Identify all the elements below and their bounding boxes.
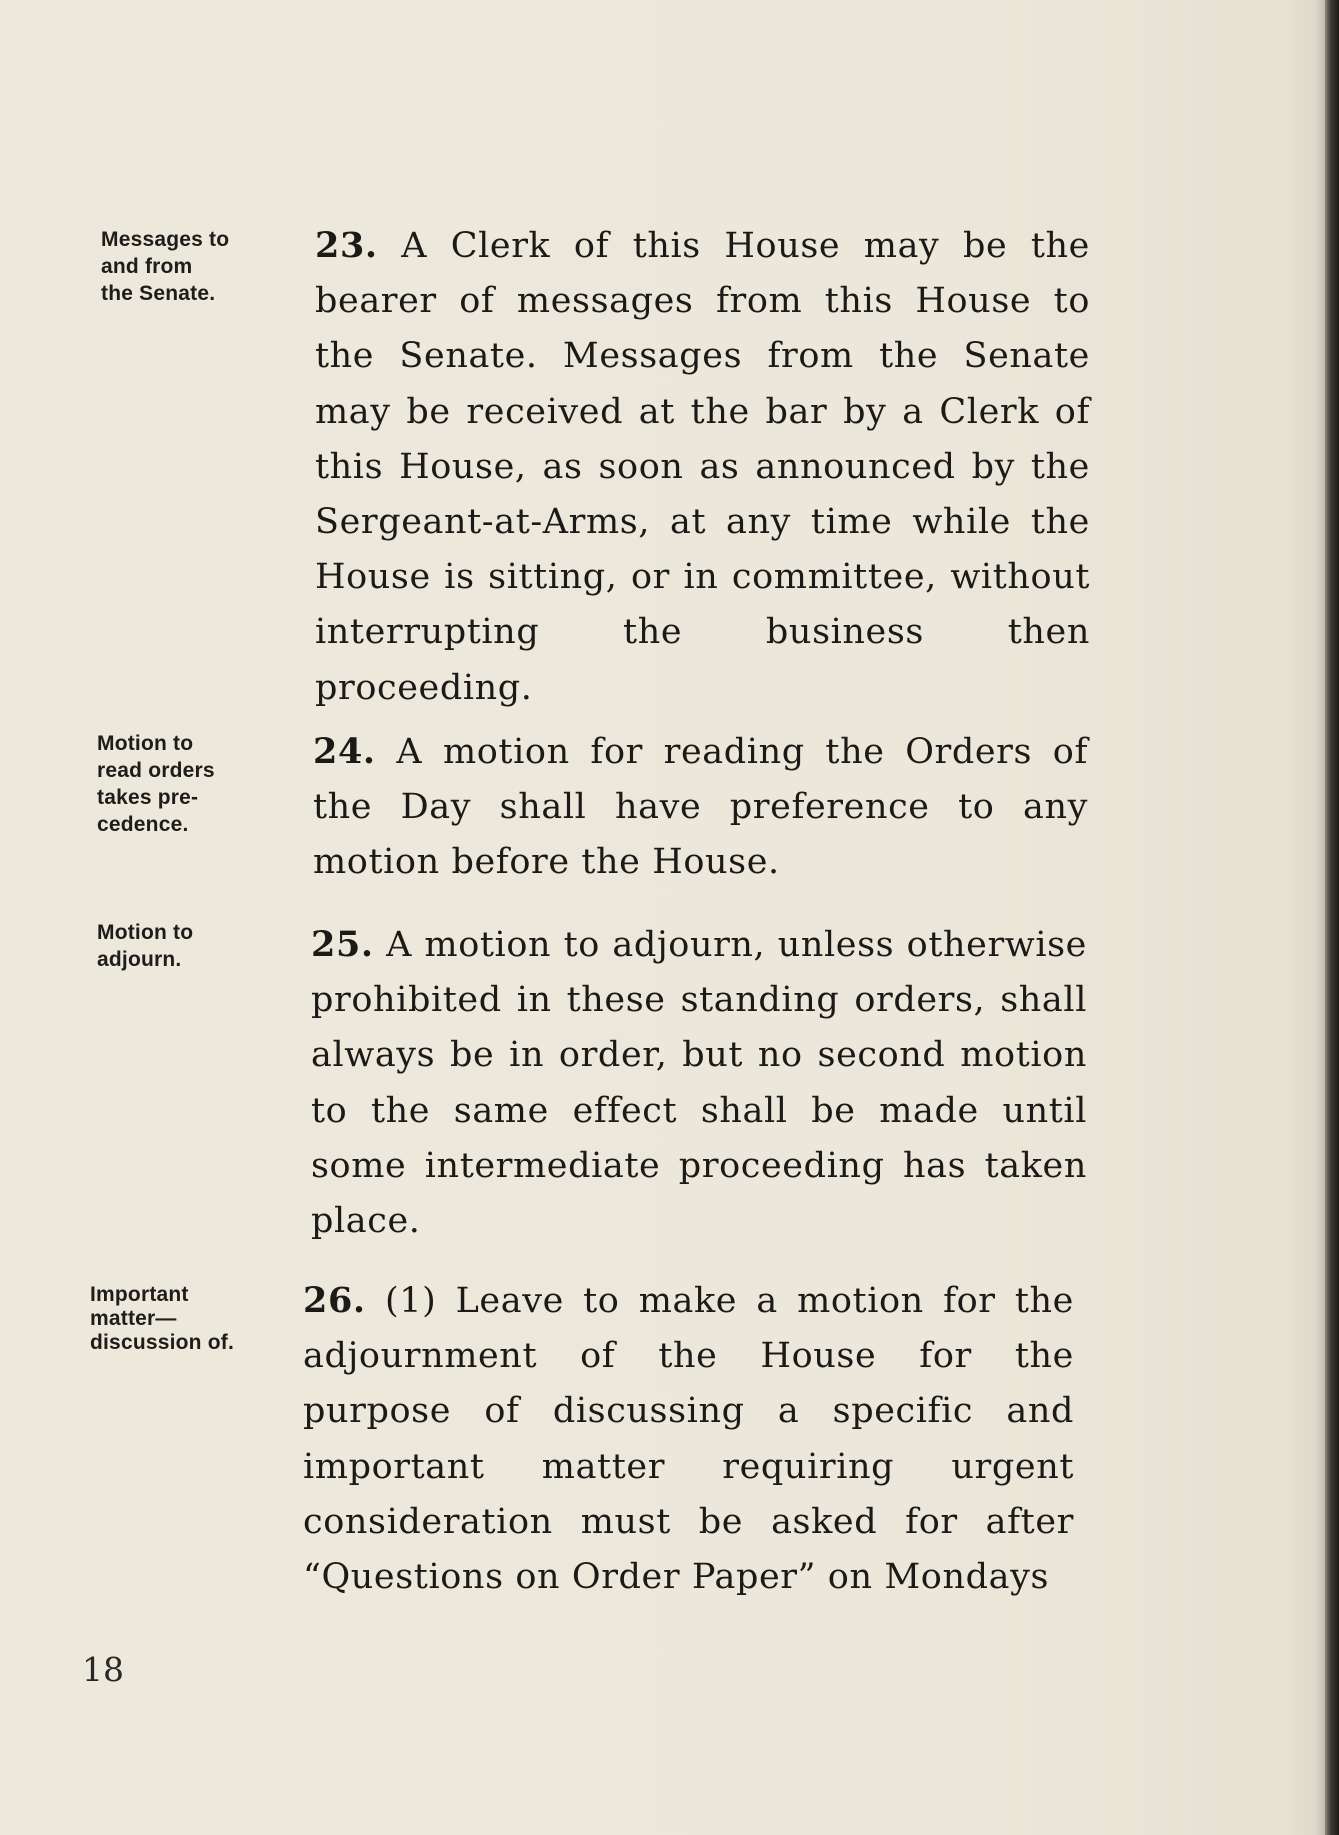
paragraph-26: [303, 1273, 1074, 1605]
section-number-24: 24.: [313, 731, 376, 772]
marginal-note-23: Messages to and from the Senate.: [101, 228, 230, 305]
section-text-26: (1) Leave to make a motion for the adjournment of the House for the purpose of discussing a specific and important matter requiring urgent consideration must be asked for after “Questions on Order Paper” on Mondays: [303, 1281, 1074, 1598]
marginal-note-24: Motion to read orders takes pre- cedence.: [97, 732, 215, 836]
book-spine-edge: [1325, 0, 1339, 1835]
page-number: 18: [82, 1650, 124, 1689]
section-number-25: 25.: [311, 924, 374, 965]
paragraph-25: [311, 917, 1087, 1249]
section-number-26: 26.: [303, 1280, 366, 1321]
marginal-note-25: Motion to adjourn.: [97, 921, 194, 971]
section-text-24: A motion for reading the Orders of the Day shall have preference to any motion before the House.: [313, 732, 1088, 883]
section-text-23: A Clerk of this House may be the bearer of messages from this House to the Senate. Messages from the Senate may be received at the bar by a Clerk of this House, as soon as announced by the Sergeant-at-Arms, at any time while the House is sitting, or in committee, without interrupting the business then proceeding.: [315, 226, 1090, 708]
paragraph-23: [315, 218, 1090, 716]
section-text-25: A motion to adjourn, unless otherwise prohibited in these standing orders, shall always be in order, but no second motion to the same effect shall be made until some intermediate proceeding has taken place.: [311, 925, 1087, 1242]
marginal-note-26: Important matter— discussion of.: [90, 1283, 234, 1354]
section-number-23: 23.: [315, 225, 378, 266]
paragraph-24: [313, 724, 1088, 891]
page-gutter-shadow: [1315, 0, 1325, 1835]
